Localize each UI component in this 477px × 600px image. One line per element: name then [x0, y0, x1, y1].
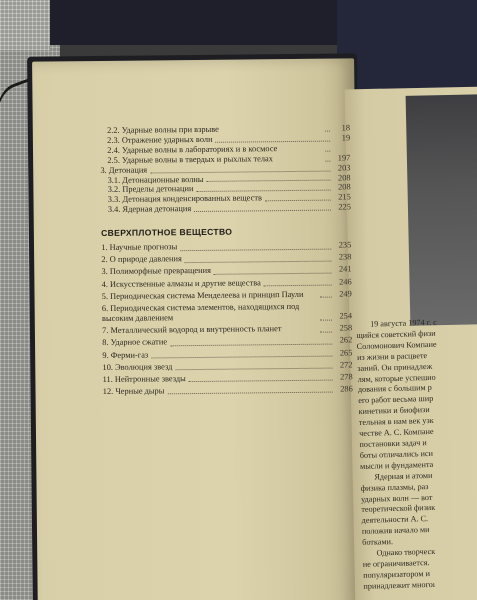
right-page-text	[356, 316, 477, 592]
text-line: дования с большим р	[357, 383, 432, 395]
text-line: физика плазмы, раз	[360, 481, 429, 493]
toc-entry: 2.3. Отражение ударных волн 19	[107, 133, 351, 145]
toc-entry: 3. Детонация 203	[100, 163, 351, 175]
text-line: деятельности А. С.	[361, 514, 429, 526]
toc-entry: 3.4. Ядерная детонация 225	[107, 202, 351, 215]
text-line: Ядерная и атомн	[374, 470, 433, 482]
text-line: щийся советский физи	[356, 328, 436, 340]
toc-entry: 8. Ударное сжатие 262	[102, 335, 353, 348]
toc-entry: 5. Периодическая система Менделеева и принцип Паули 249	[101, 289, 352, 301]
toc-entry: 2.4. Ударные волны в лабораториях и в космосе	[100, 143, 350, 156]
mesh-corner	[0, 0, 50, 50]
text-line: теоретической физик	[361, 503, 436, 515]
toc-entry: 4. Искусственные алмазы и другие вещества 246	[101, 276, 352, 289]
toc-entry: 9. Ферми-газ 265	[102, 347, 353, 360]
text-line: заний. Он принадлеж	[357, 361, 433, 373]
toc-entry: 2. О природе давления 238	[101, 252, 352, 265]
text-line: популяризатором и	[363, 568, 431, 580]
text-line: положив начало ми	[361, 525, 430, 537]
section-heading: СВЕРХПЛОТНОЕ ВЕЩЕСТВО	[101, 226, 233, 239]
text-line: принадлежит многоı	[363, 579, 436, 591]
toc-entry: 7. Металлический водород и внутренность планет 258	[102, 323, 353, 336]
toc-entry: 2.5. Ударные волны в твердых и рыхлых телах 197	[107, 153, 351, 165]
toc-entry: 3.2. Пределы детонации 208	[107, 182, 351, 195]
toc-entry: 3.3. Детонация конденсированных веществ 215	[107, 192, 351, 205]
text-line: ударных волн — вот	[360, 492, 433, 504]
toc-entry: 12. Черные дыры 286	[102, 384, 353, 396]
text-line: тельная в нам век узк	[358, 416, 434, 428]
text-line: боты отличались исн	[359, 448, 434, 460]
text-line: его работ весьма шир	[358, 394, 434, 406]
text-line: честве А. С. Компане	[359, 426, 434, 439]
toc-entry: 11. Нейтронные звезды 278	[102, 372, 353, 384]
text-line: мысли и фундамента	[359, 459, 434, 471]
toc-entry: 6. Периодическая система элементов, находящихся под высоким давлением 254	[101, 301, 353, 324]
text-line: кинетики и биофизи	[358, 405, 430, 417]
text-line: 19 августа 1974 г. с	[369, 317, 437, 329]
text-line: Соломонович Компане	[356, 339, 437, 351]
portrait-photo	[406, 94, 477, 326]
toc-section-list	[101, 241, 353, 398]
toc-entry: 3. Полиморфные превращения 241	[101, 264, 352, 277]
toc-entry: 1. Научные прогнозы 235	[101, 240, 352, 253]
text-line: из жизни в расцвете	[356, 350, 428, 362]
text-line: постановки задач и	[359, 438, 427, 449]
text-line: лям, которые успешно	[357, 372, 436, 384]
table-of-contents	[100, 123, 353, 399]
text-line: Однако творческ	[376, 546, 436, 558]
text-line: не ограничивается.	[362, 557, 430, 569]
text-line: ботками.	[362, 537, 394, 548]
toc-entry: 2.2. Ударные волны при взрыве 18	[106, 123, 351, 135]
toc-entry: 3.1. Детонационные волны 208	[107, 172, 351, 185]
toc-entry: 10. Эволюция звезд 272	[102, 360, 353, 372]
